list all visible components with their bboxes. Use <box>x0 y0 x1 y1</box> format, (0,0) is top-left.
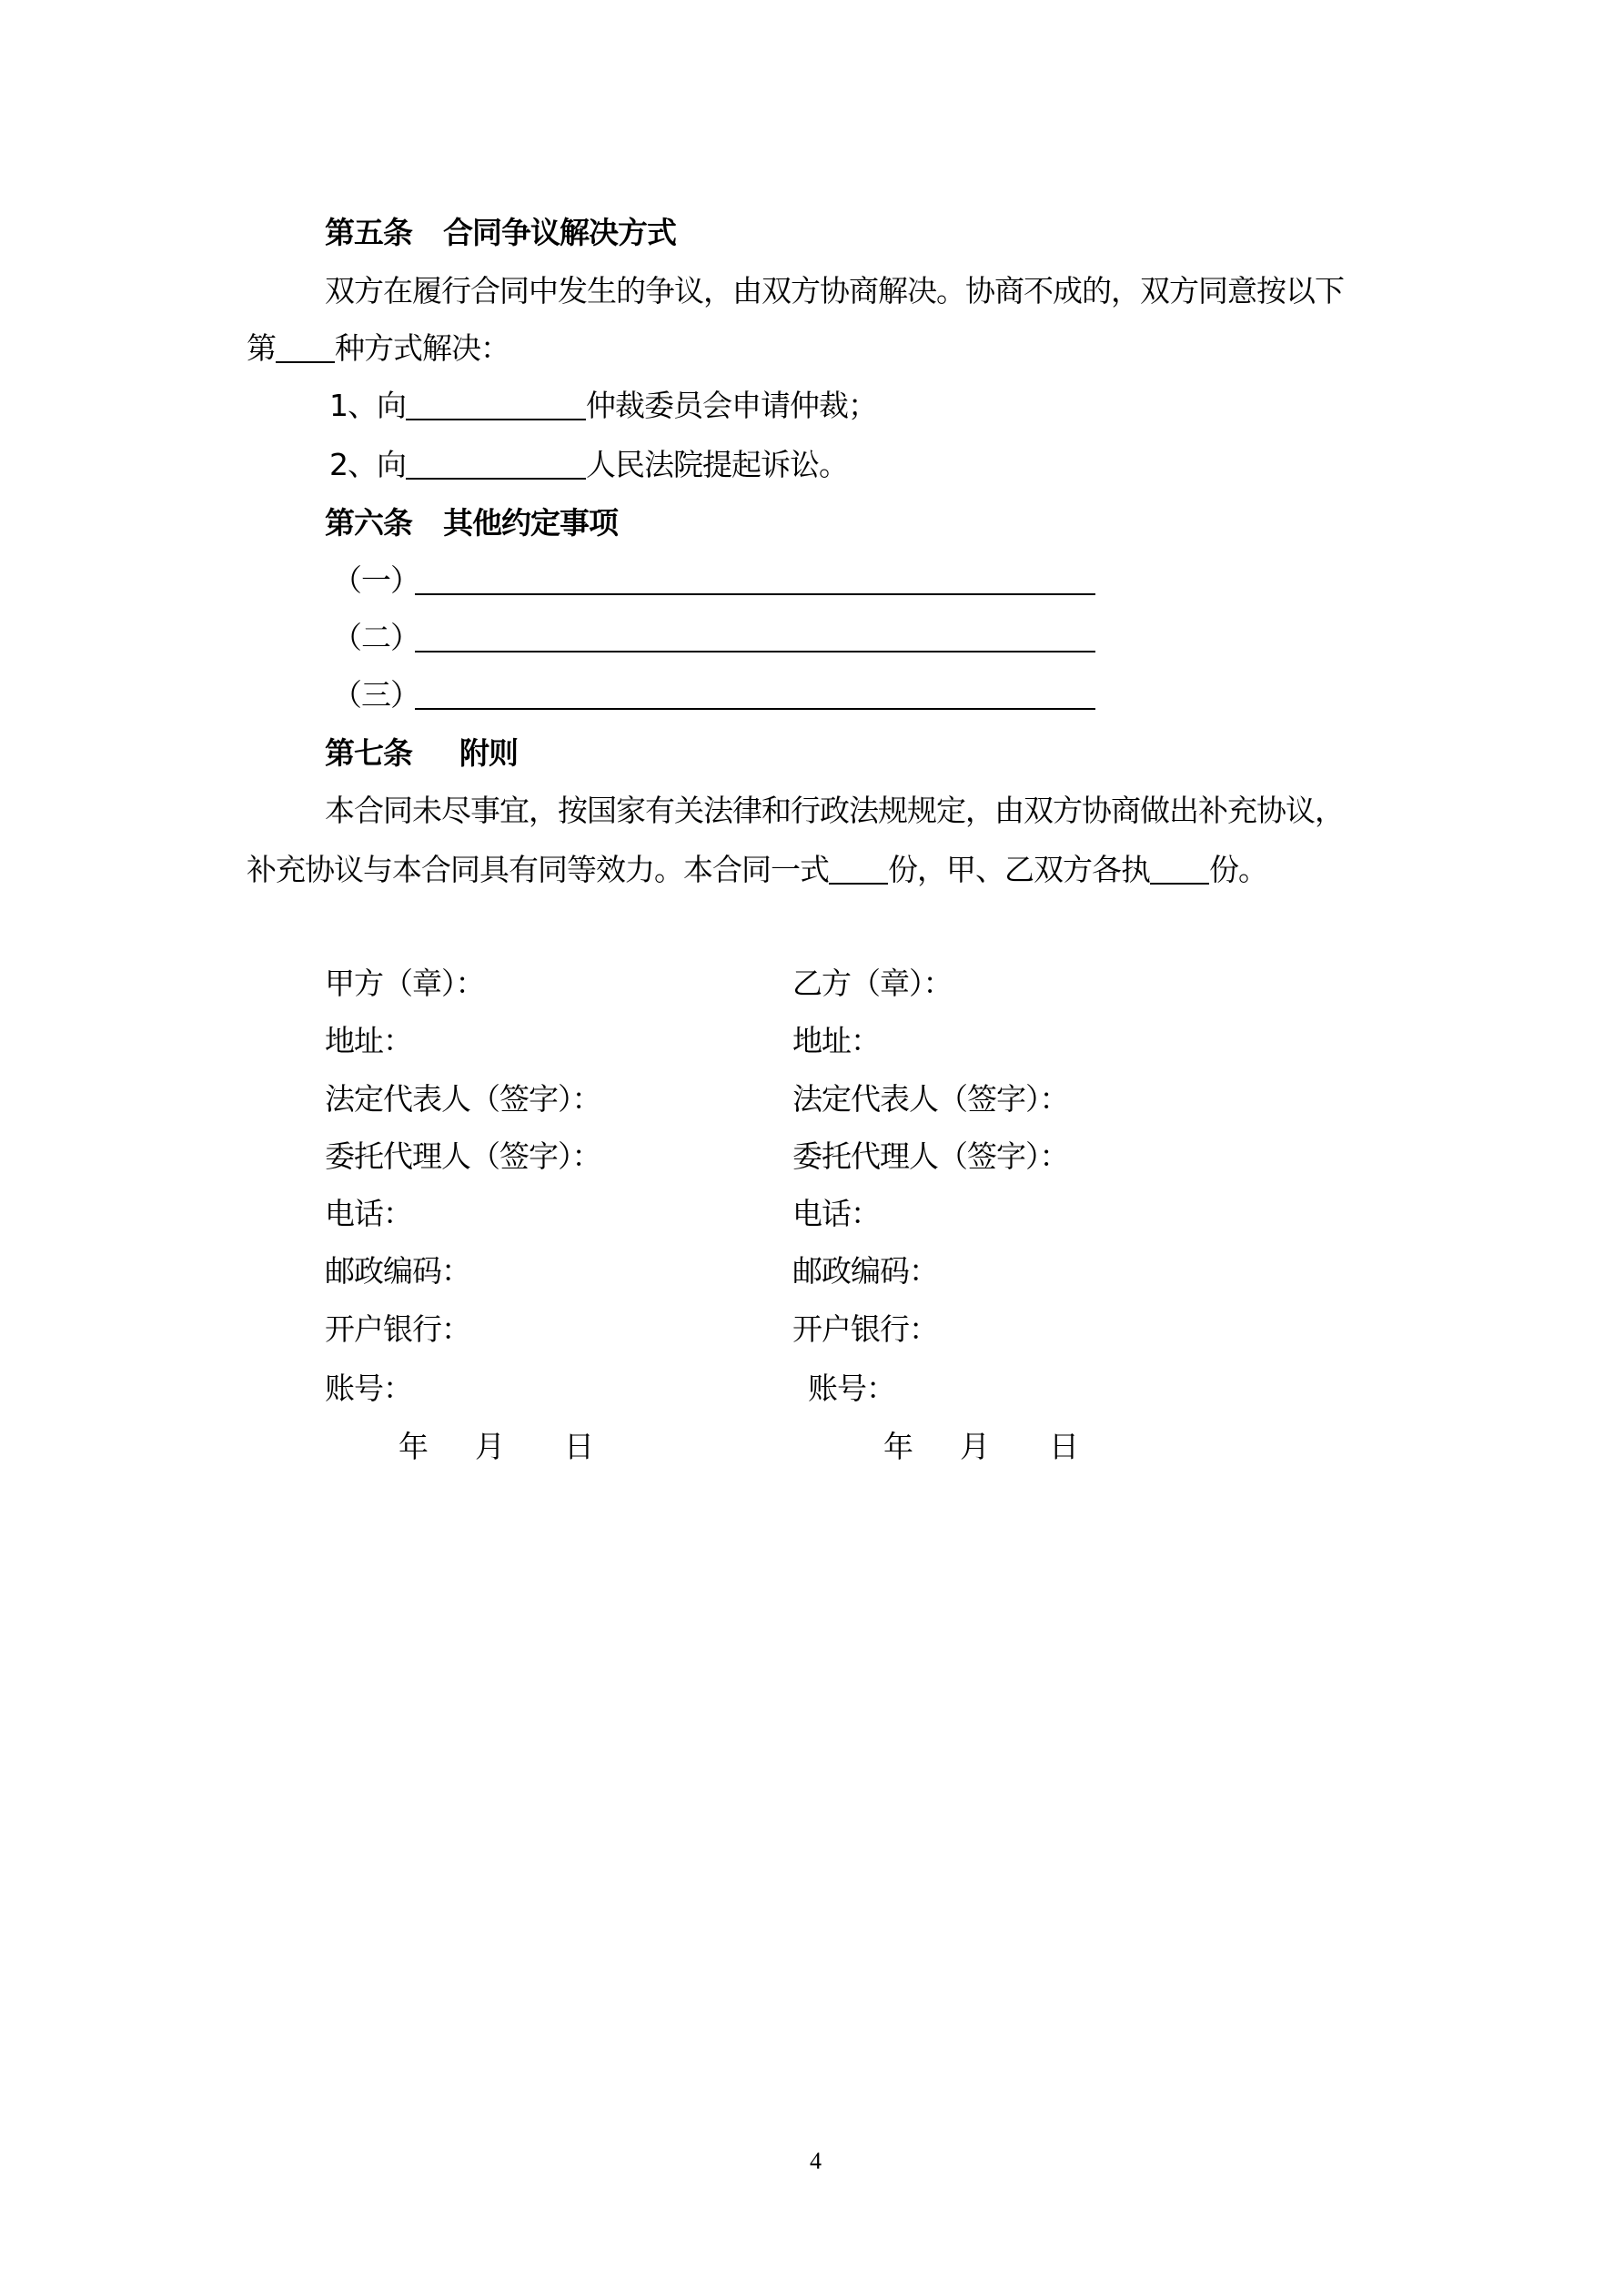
party-a-agent: 委托代理人（签字）： <box>325 1138 601 1174</box>
text: 补充协议与本合同具有同等效力。本合同一式 <box>247 852 829 887</box>
option-2 <box>329 436 848 494</box>
party-b-agent: 委托代理人（签字）： <box>792 1138 1069 1174</box>
month-label: 月 <box>960 1429 989 1464</box>
heading-title: 附则 <box>459 735 518 771</box>
party-b-date <box>883 1418 1078 1476</box>
party-b-seal: 乙方（章）： <box>792 966 953 1001</box>
item-label: （二） <box>332 620 419 655</box>
text: 种方式解决： <box>335 330 509 366</box>
blank-field[interactable] <box>406 436 586 480</box>
party-b-account: 账号： <box>808 1371 895 1406</box>
party-a-phone: 电话： <box>325 1196 412 1231</box>
paragraph-line <box>247 841 1267 899</box>
heading-number: 第五条 <box>325 215 412 250</box>
heading-title: 合同争议解决方式 <box>443 215 676 250</box>
day-label: 日 <box>564 1429 593 1464</box>
day-label: 日 <box>1049 1429 1078 1464</box>
text: 份。 <box>1209 852 1267 887</box>
year-label: 年 <box>398 1429 428 1464</box>
text: 2、向 <box>329 447 406 482</box>
month-label: 月 <box>475 1429 504 1464</box>
paragraph-line: 双方在履行合同中发生的争议，由双方协商解决。协商不成的，双方同意按以下 <box>325 273 1344 308</box>
party-a-bank: 开户银行： <box>325 1311 470 1347</box>
text: 1、向 <box>329 388 406 423</box>
blank-field[interactable] <box>829 841 888 885</box>
text: 仲裁委员会申请仲裁； <box>586 388 877 423</box>
party-a-legal-rep: 法定代表人（签字）： <box>325 1081 601 1117</box>
blank-field[interactable] <box>415 551 1095 595</box>
party-a-account: 账号： <box>325 1371 412 1406</box>
party-a-address: 地址： <box>325 1023 412 1058</box>
item-3 <box>332 666 1095 724</box>
text: 份，甲、乙双方各执 <box>888 852 1150 887</box>
heading-title: 其他约定事项 <box>443 505 618 541</box>
party-b-postcode: 邮政编码： <box>792 1253 938 1289</box>
item-1 <box>332 551 1095 610</box>
blank-field[interactable] <box>1150 841 1209 885</box>
blank-field[interactable] <box>406 377 586 420</box>
party-b-phone: 电话： <box>792 1196 880 1231</box>
party-a-postcode: 邮政编码： <box>325 1253 470 1289</box>
text: 人民法院提起诉讼。 <box>586 447 848 482</box>
item-label: （一） <box>332 562 419 598</box>
heading-number: 第七条 <box>325 735 412 771</box>
page-number: 4 <box>810 2148 822 2174</box>
blank-field[interactable] <box>415 666 1095 710</box>
article6-heading <box>325 494 618 552</box>
text: 第 <box>247 330 276 366</box>
paragraph-line: 本合同未尽事宜，按国家有关法律和行政法规规定，由双方协商做出补充协议， <box>325 793 1344 828</box>
party-a-seal: 甲方（章）： <box>325 966 485 1001</box>
party-b-address: 地址： <box>792 1023 880 1058</box>
party-b-bank: 开户银行： <box>792 1311 938 1347</box>
article7-heading <box>325 724 518 783</box>
option-1 <box>329 377 877 435</box>
party-b-legal-rep: 法定代表人（签字）： <box>792 1081 1069 1117</box>
item-label: （三） <box>332 677 419 713</box>
item-2 <box>332 609 1095 667</box>
blank-field[interactable] <box>415 609 1095 652</box>
blank-field[interactable] <box>276 319 335 363</box>
party-a-date <box>398 1418 593 1476</box>
paragraph-line <box>247 319 509 378</box>
heading-number: 第六条 <box>325 505 412 541</box>
year-label: 年 <box>883 1429 913 1464</box>
article5-heading <box>325 204 676 262</box>
